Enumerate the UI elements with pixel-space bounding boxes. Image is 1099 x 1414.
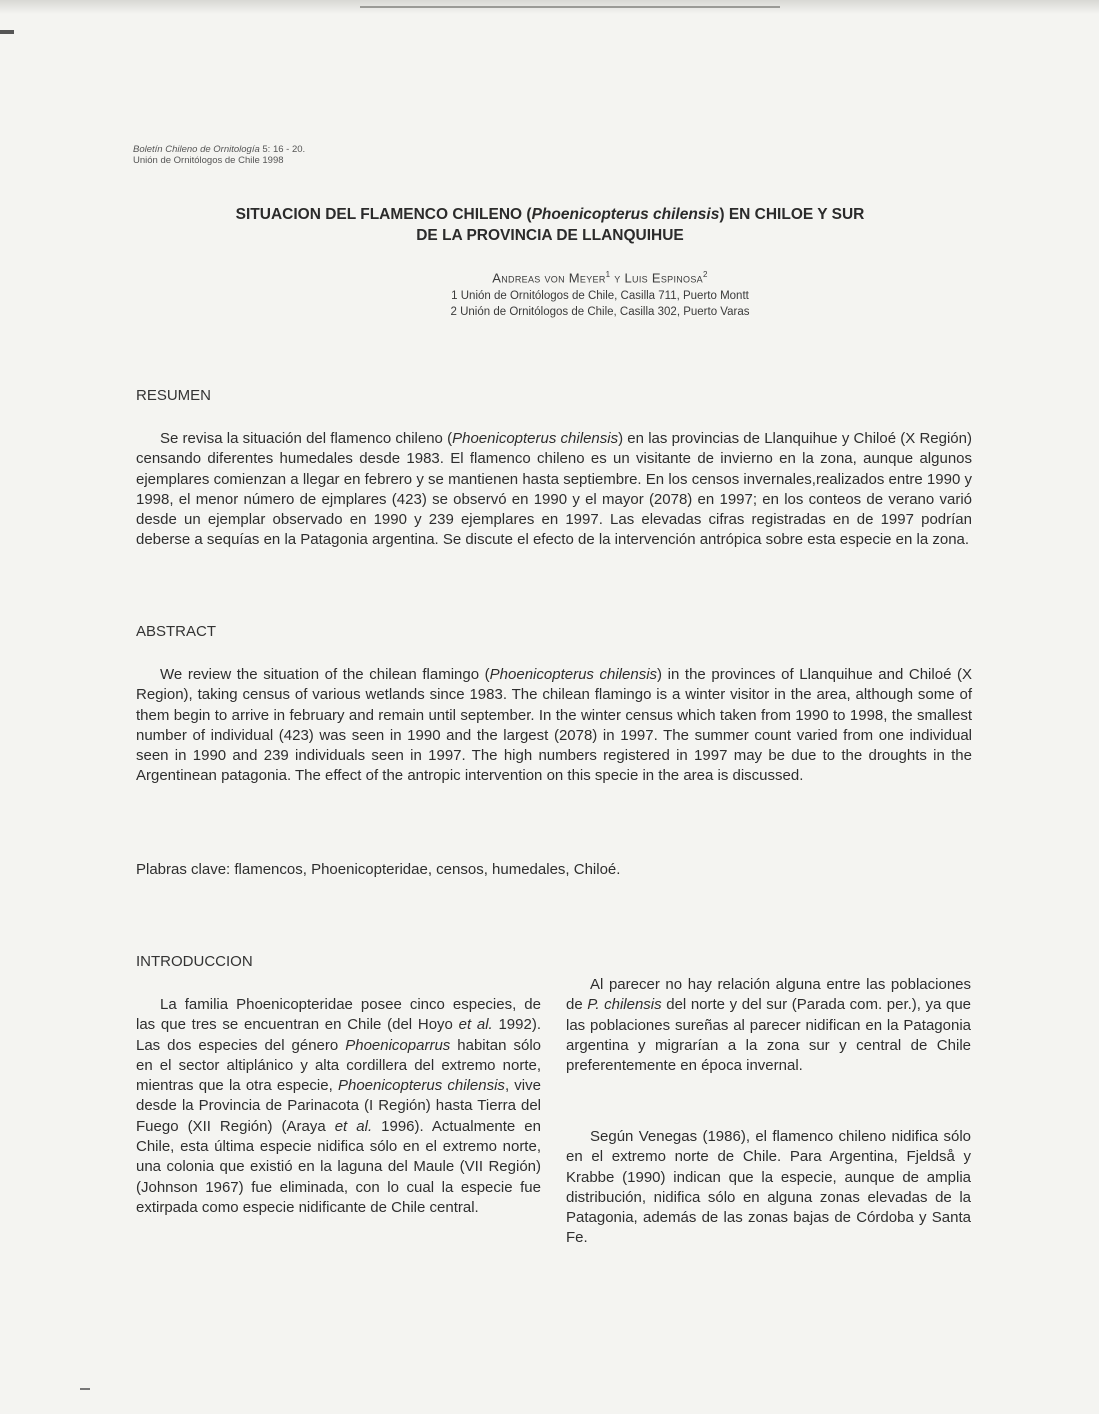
journal-publisher: Unión de Ornitólogos de Chile 1998 bbox=[133, 155, 284, 166]
affiliation-1: 1 Unión de Ornitólogos de Chile, Casilla 711, Puerto Montt bbox=[451, 290, 749, 302]
article-title bbox=[130, 204, 970, 246]
author-1-marker: 1 bbox=[605, 270, 611, 279]
introduccion-heading: INTRODUCCION bbox=[136, 953, 253, 970]
title-species: Phoenicopterus chilensis bbox=[531, 206, 720, 223]
author-1: Andreas von Meyer bbox=[492, 270, 606, 286]
author-connector: y bbox=[614, 270, 621, 286]
intro-right-paragraph-1: Al parecer no hay relación alguna entre las poblaciones de P. chilensis del norte y del sur (Parada com. per.), ya que las poblaciones sureñas al parecer nidifican en la Patagonia argentina y migrarían a la zona sur y central de Chile preferentemente en época invernal. bbox=[566, 976, 972, 1075]
resumen-paragraph: Se revisa la situación del flamenco chileno (Phoenicopterus chilensis) en las provincias de Llanquihue y Chiloé (X Región) censando diferentes humedales desde 1983. El flamenco chileno es un visitante de invierno en la zona, aunque algunos ejemplares comienzan a llegar en febrero y se mantienen hasta septiembre. En los censos invernales,realizados entre 1990 y 1998, el menor número de ejmplares (423) se observó en 1990 y el mayor (2078) en 1997; en los conteos de verano varió desde un ejemplar observado en 1990 y 239 ejemplares en 1997. Las elevadas cifras registradas en de 1997 podrían deberse a sequías en la Patagonia argentina. Se discute el efecto de la intervención antrópica sobre esta especie en la zona. bbox=[136, 430, 972, 549]
abstract-heading: ABSTRACT bbox=[136, 623, 217, 640]
intro-left-paragraph: La familia Phoenicopteridae posee cinco especies, de las que tres se encuentran en Chile (del Hoyo et al. 1992). Las dos especies del género Phoenicoparrus habitan sólo en el sector altiplánico y alta cordillera del extremo norte, mientras que la otra especie, Phoenicopterus chilensis, vive desde la Provincia de Parinacota (I Región) hasta Tierra del Fuego (XII Región) (Araya et al. 1996). Actualmente en Chile, esta última especie nidifica sólo en el extremo norte, una colonia que existió en la laguna del Maule (VII Región) (Johnson 1967) fue eliminada, con lo cual la especie fue extirpada como especie nidificante de Chile central. bbox=[136, 996, 541, 1216]
scan-artifact-line bbox=[360, 6, 780, 8]
author-2: Luis Espinosa bbox=[624, 270, 703, 286]
journal-citation bbox=[133, 144, 305, 155]
journal-header bbox=[133, 144, 305, 166]
affiliation-2: 2 Unión de Ornitólogos de Chile, Casilla 302, Puerto Varas bbox=[450, 306, 750, 318]
journal-title: Boletín Chileno de Ornitología bbox=[133, 144, 260, 155]
intro-right-paragraph-2: Según Venegas (1986), el flamenco chileno nidifica sólo en el extremo norte de Chile. Para Argentina, Fjeldså y Krabbe (1990) indican que la especie, aunque de amplia distribución, nidifica sólo en alguna zonas elevadas de la Patagonia, además de las zonas bajas de Córdoba y Santa Fe. bbox=[566, 1128, 971, 1247]
title-line-2: DE LA PROVINCIA DE LLANQUIHUE bbox=[416, 227, 684, 244]
scan-artifact-mark bbox=[0, 30, 14, 34]
authors bbox=[300, 270, 900, 285]
resumen-heading: RESUMEN bbox=[136, 387, 212, 404]
keywords: Plabras clave: flamencos, Phoenicopteridae, censos, humedales, Chiloé. bbox=[136, 861, 621, 878]
author-2-marker: 2 bbox=[702, 270, 708, 279]
abstract-paragraph: We review the situation of the chilean flamingo (Phoenicopterus chilensis) in the provinces of Llanquihue and Chiloé (X Region), taking census of various wetlands since 1983. The chilean flamingo is a winter visitor in the area, although some of them begin to arrive in february and remain until september. In the winter census which taken from 1990 to 1998, the smallest number of individual (423) was seen in 1990 and the largest (2078) in 1997. The summer count varied from one individual seen in 1990 and 239 individuals seen in 1997. The high numbers registered in 1997 may be due to the droughts in the Argentinean patagonia. The effect of the antropic intervention on this specie in the area is discussed. bbox=[136, 666, 973, 785]
scan-artifact-mark-bottom bbox=[80, 1388, 90, 1390]
title-line-1: SITUACION DEL FLAMENCO CHILENO (Phoenicopterus chilensis) EN CHILOE Y SUR bbox=[235, 206, 865, 223]
journal-pages: 5: 16 - 20. bbox=[262, 144, 306, 155]
